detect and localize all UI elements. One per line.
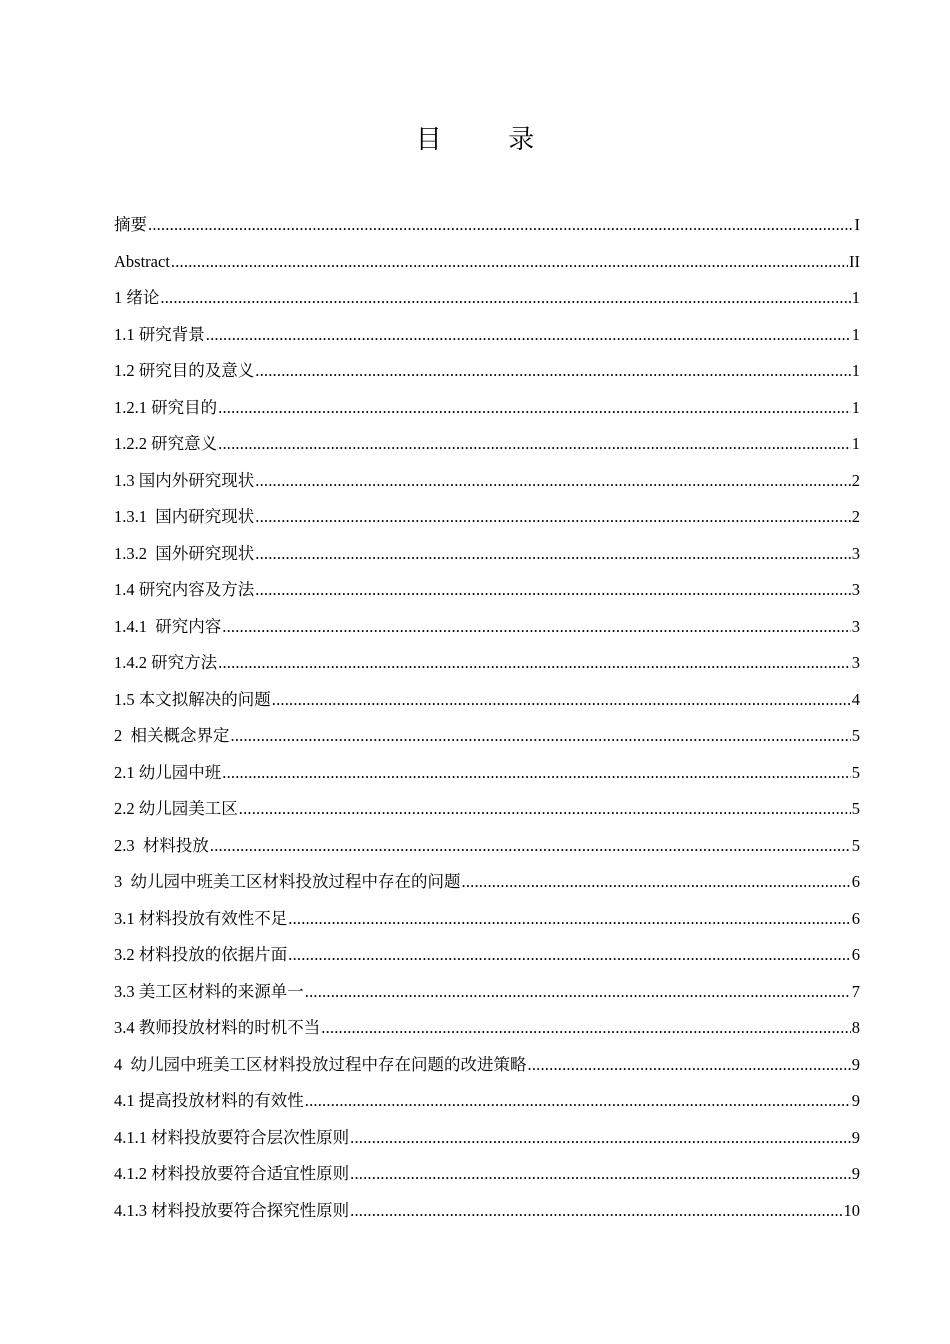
toc-dot-leader xyxy=(222,609,851,646)
toc-entry-label: 1.3.2 国外研究现状 xyxy=(114,543,255,563)
toc-entry-page-number: 2 xyxy=(851,507,860,526)
toc-entry-page-number: 5 xyxy=(851,799,860,818)
toc-entry-page-number: 3 xyxy=(851,616,860,636)
toc-entry[interactable] xyxy=(114,718,860,755)
toc-entry-label: 2.2 幼儿园美工区 xyxy=(114,799,238,818)
toc-entry-page-number: 3 xyxy=(851,543,860,563)
toc-entry-page-number: 10 xyxy=(843,1200,860,1220)
toc-entry[interactable] xyxy=(114,353,860,390)
toc-entry[interactable] xyxy=(114,828,860,865)
toc-entry[interactable] xyxy=(114,609,860,646)
toc-entry[interactable] xyxy=(114,426,860,463)
toc-entry[interactable] xyxy=(114,390,860,427)
toc-entry-label: 1.3 国内外研究现状 xyxy=(114,470,255,490)
toc-entry-page-number: 7 xyxy=(851,981,860,1001)
toc-entry-page-number: 9 xyxy=(851,1127,860,1147)
toc-entry[interactable] xyxy=(114,1156,860,1193)
toc-entry[interactable] xyxy=(114,244,860,281)
toc-entry-page-number: I xyxy=(854,215,860,234)
toc-dot-leader xyxy=(218,645,851,682)
toc-entry[interactable] xyxy=(114,207,860,244)
toc-entry[interactable] xyxy=(114,901,860,938)
toc-entry-page-number: 2 xyxy=(851,470,860,490)
toc-dot-leader xyxy=(222,755,851,792)
toc-entry-page-number: 1 xyxy=(851,361,860,380)
toc-entry-page-number: 6 xyxy=(851,872,860,891)
toc-dot-leader xyxy=(206,317,851,354)
toc-entry-label: 3.4 教师投放材料的时机不当 xyxy=(114,1018,321,1037)
toc-entry-label: 1.2.1 研究目的 xyxy=(114,397,218,417)
toc-dot-leader xyxy=(255,353,851,390)
toc-entry-page-number: 1 xyxy=(851,397,860,417)
toc-entry-label: 3.1 材料投放有效性不足 xyxy=(114,908,288,928)
toc-dot-leader xyxy=(528,1047,851,1084)
toc-entry[interactable] xyxy=(114,1010,860,1047)
toc-entry-page-number: 1 xyxy=(851,434,860,453)
toc-title: 目 录 xyxy=(415,125,565,154)
toc-entry-label: Abstract xyxy=(114,251,170,271)
toc-entry-label: 摘要 xyxy=(114,215,147,234)
toc-dot-leader xyxy=(160,280,850,317)
toc-entry-label: 2.3 材料投放 xyxy=(114,835,209,855)
toc-entry[interactable] xyxy=(114,536,860,573)
toc-entry[interactable] xyxy=(114,864,860,901)
toc-entry-label: 1.2.2 研究意义 xyxy=(114,434,218,453)
toc-dot-leader xyxy=(210,828,851,865)
toc-entry-page-number: 5 xyxy=(851,726,860,745)
toc-entry-label: 4.1.1 材料投放要符合层次性原则 xyxy=(114,1127,350,1147)
toc-entry-page-number: 5 xyxy=(851,835,860,855)
toc-entry[interactable] xyxy=(114,937,860,974)
toc-entry-page-number: 9 xyxy=(851,1091,860,1110)
toc-dot-leader xyxy=(255,536,851,573)
toc-entry-page-number: 1 xyxy=(851,324,860,344)
toc-dot-leader xyxy=(288,937,851,974)
toc-entry-page-number: 8 xyxy=(851,1018,860,1037)
toc-entry-label: 3.3 美工区材料的来源单一 xyxy=(114,981,304,1001)
toc-entry[interactable] xyxy=(114,791,860,828)
table-of-contents xyxy=(114,207,860,1229)
toc-entry-label: 4 幼儿园中班美工区材料投放过程中存在问题的改进策略 xyxy=(114,1054,527,1074)
toc-entry[interactable] xyxy=(114,572,860,609)
toc-dot-leader xyxy=(321,1010,851,1047)
toc-entry-page-number: 1 xyxy=(851,288,860,307)
toc-entry-label: 1.4.1 研究内容 xyxy=(114,616,222,636)
toc-entry-label: 3.2 材料投放的依据片面 xyxy=(114,945,288,964)
toc-dot-leader xyxy=(350,1156,851,1193)
toc-dot-leader xyxy=(218,390,851,427)
toc-entry[interactable] xyxy=(114,682,860,719)
toc-entry-label: 2 相关概念界定 xyxy=(114,726,230,745)
toc-entry-label: 1.5 本文拟解决的问题 xyxy=(114,689,271,709)
toc-dot-leader xyxy=(462,864,851,901)
toc-dot-leader xyxy=(255,499,851,536)
toc-entry-label: 3 幼儿园中班美工区材料投放过程中存在的问题 xyxy=(114,872,461,891)
toc-entry-label: 4.1.3 材料投放要符合探究性原则 xyxy=(114,1200,350,1220)
toc-dot-leader xyxy=(305,974,851,1011)
toc-entry-page-number: 6 xyxy=(851,908,860,928)
toc-entry-page-number: 5 xyxy=(851,762,860,782)
toc-entry[interactable] xyxy=(114,1083,860,1120)
toc-entry-label: 1.4.2 研究方法 xyxy=(114,653,218,672)
toc-entry-page-number: 4 xyxy=(851,689,860,709)
toc-dot-leader xyxy=(231,718,851,755)
toc-dot-leader xyxy=(239,791,851,828)
toc-entry-label: 1.1 研究背景 xyxy=(114,324,205,344)
toc-entry-label: 2.1 幼儿园中班 xyxy=(114,762,222,782)
toc-dot-leader xyxy=(218,426,851,463)
toc-dot-leader xyxy=(305,1083,851,1120)
toc-entry[interactable] xyxy=(114,1047,860,1084)
toc-dot-leader xyxy=(350,1193,842,1230)
toc-entry-label: 1.3.1 国内研究现状 xyxy=(114,507,255,526)
toc-entry[interactable] xyxy=(114,1193,860,1230)
toc-entry-page-number: 9 xyxy=(851,1054,860,1074)
toc-entry-page-number: 3 xyxy=(851,653,860,672)
toc-entry[interactable] xyxy=(114,1120,860,1157)
toc-entry-page-number: 3 xyxy=(851,580,860,599)
toc-entry-label: 4.1 提高投放材料的有效性 xyxy=(114,1091,304,1110)
toc-dot-leader xyxy=(288,901,851,938)
toc-dot-leader xyxy=(171,244,848,281)
toc-entry-page-number: 9 xyxy=(851,1164,860,1183)
toc-dot-leader xyxy=(255,463,851,500)
toc-dot-leader xyxy=(255,572,851,609)
toc-dot-leader xyxy=(350,1120,851,1157)
toc-dot-leader xyxy=(272,682,851,719)
toc-entry[interactable] xyxy=(114,755,860,792)
toc-entry[interactable] xyxy=(114,280,860,317)
toc-entry-label: 4.1.2 材料投放要符合适宜性原则 xyxy=(114,1164,350,1183)
toc-entry-label: 1.4 研究内容及方法 xyxy=(114,580,255,599)
toc-entry[interactable] xyxy=(114,645,860,682)
toc-entry[interactable] xyxy=(114,317,860,354)
toc-entry-label: 1 绪论 xyxy=(114,288,160,307)
toc-entry-page-number: 6 xyxy=(851,945,860,964)
toc-entry[interactable] xyxy=(114,499,860,536)
toc-entry-label: 1.2 研究目的及意义 xyxy=(114,361,255,380)
toc-entry-page-number: II xyxy=(849,251,860,271)
toc-dot-leader xyxy=(148,207,854,244)
toc-entry[interactable] xyxy=(114,974,860,1011)
toc-entry[interactable] xyxy=(114,463,860,500)
